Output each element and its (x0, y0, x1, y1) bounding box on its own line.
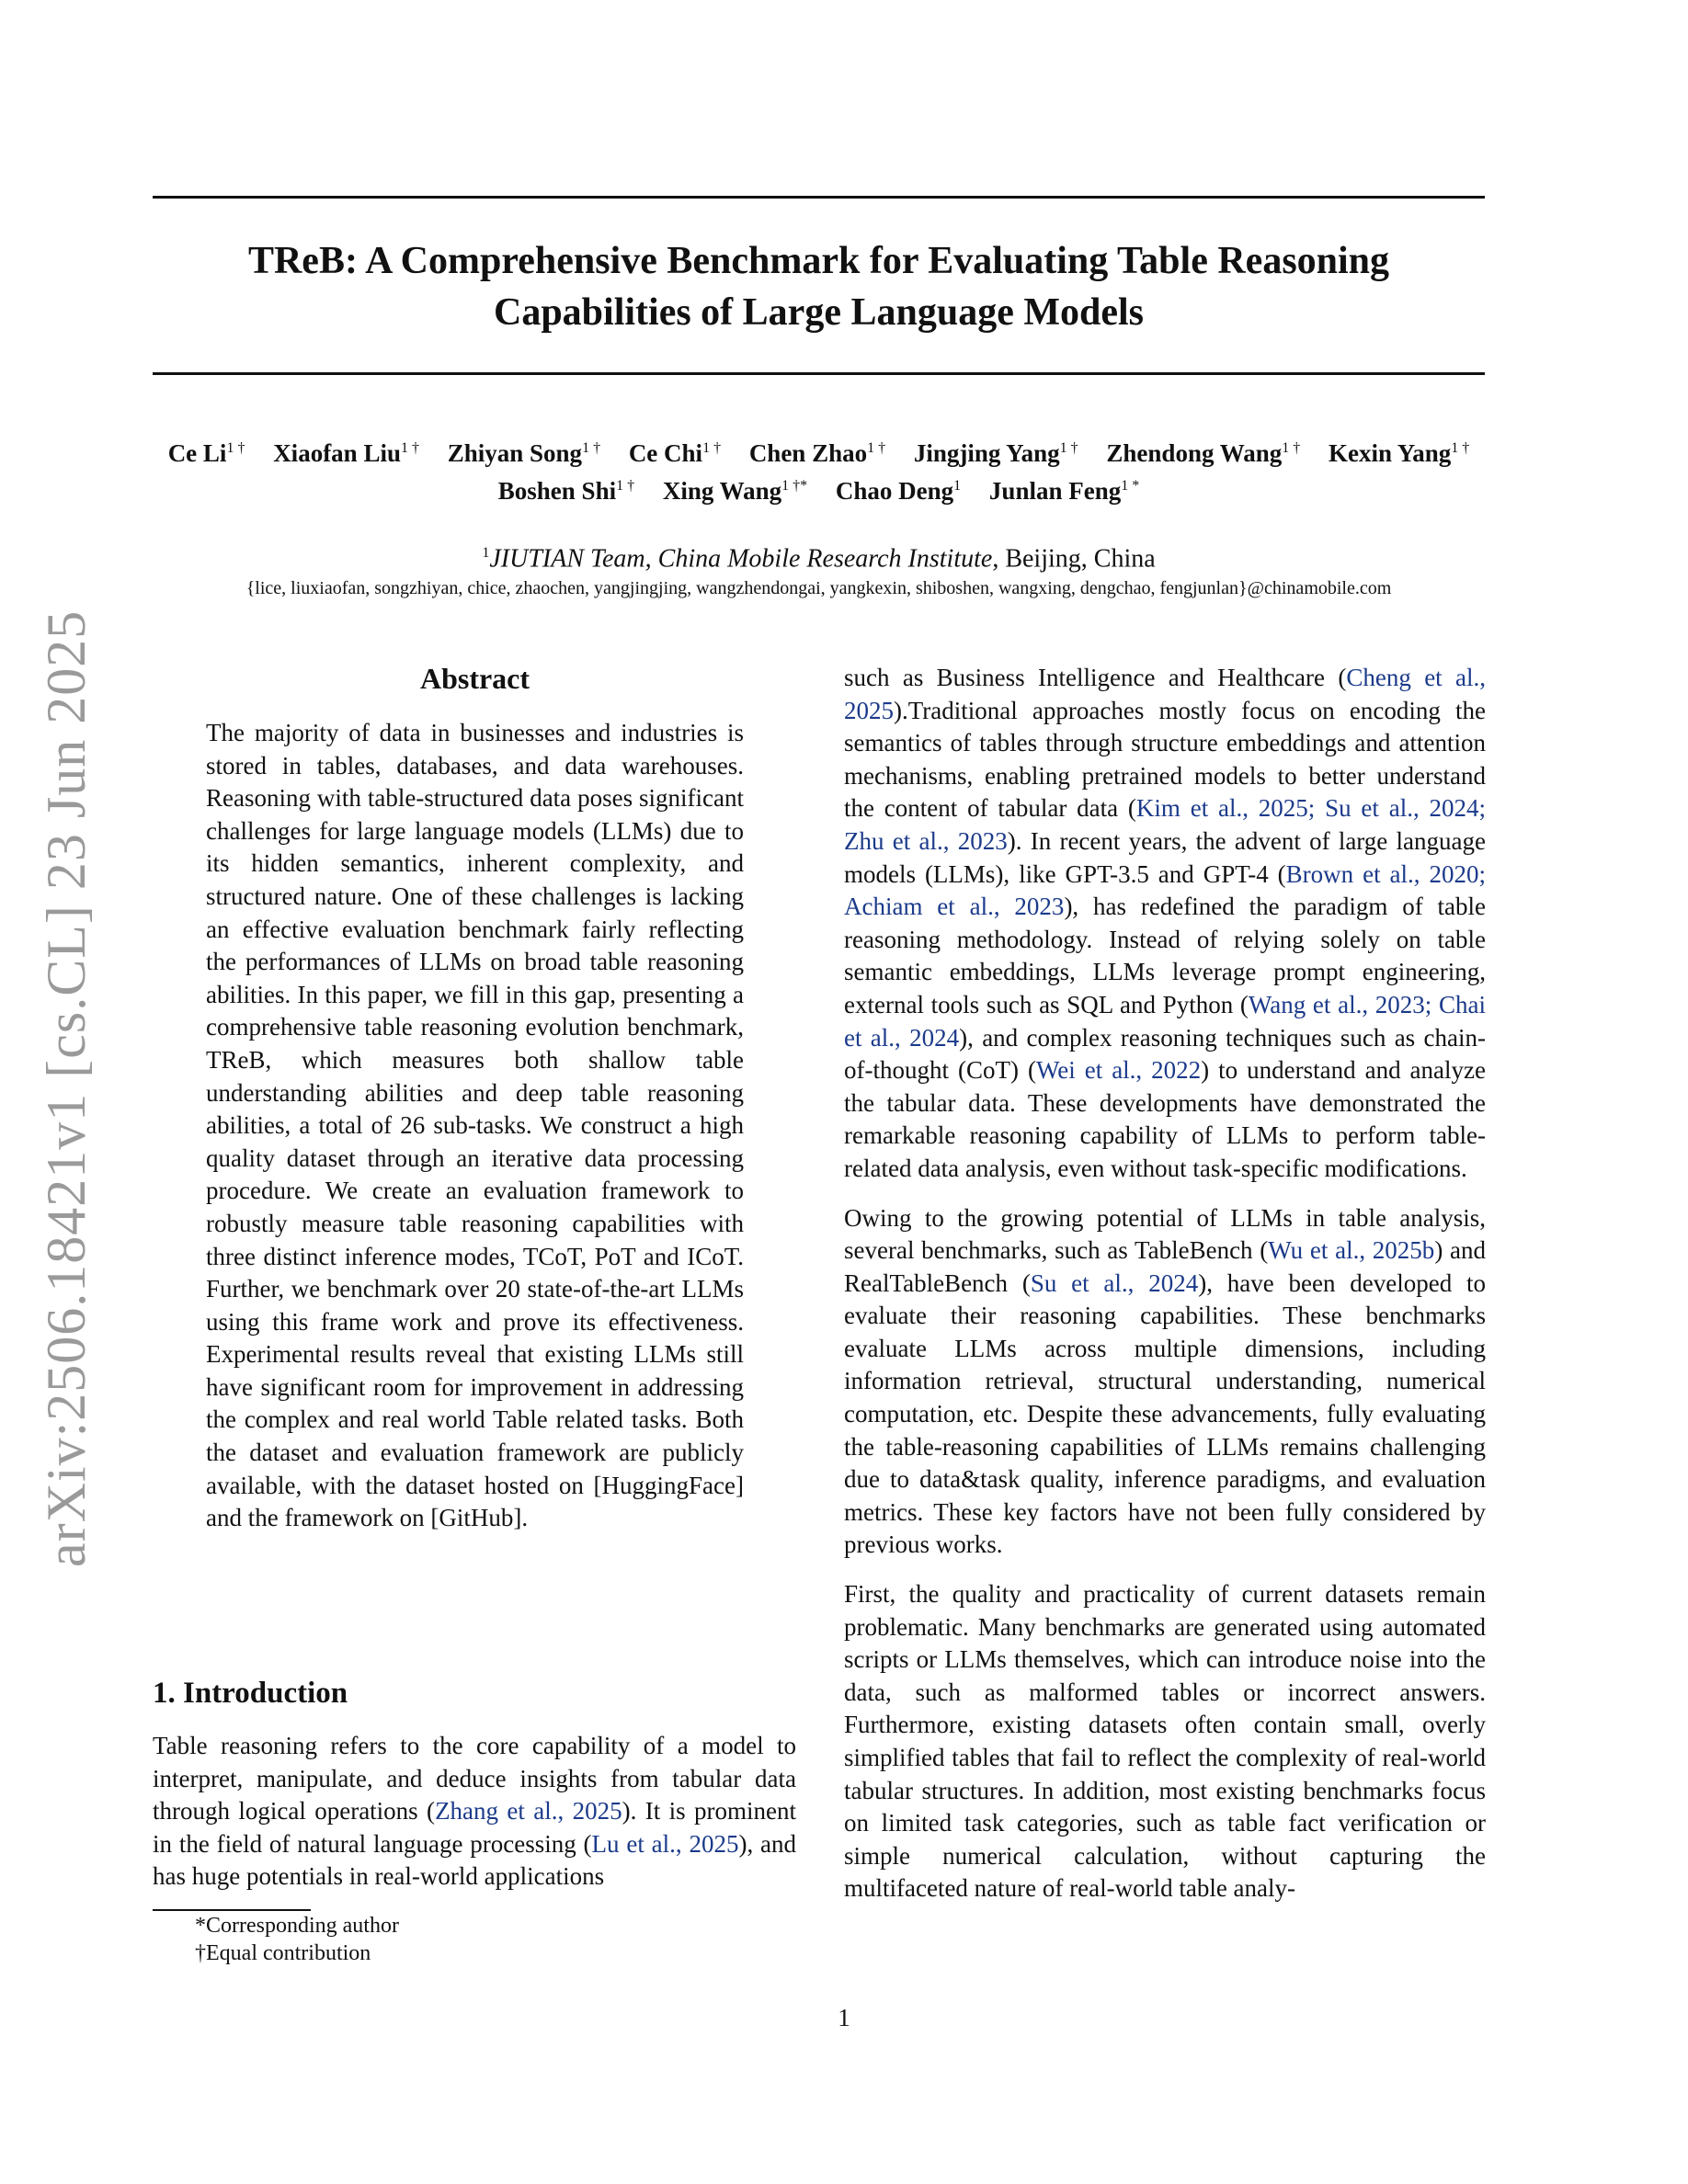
author (498, 477, 634, 505)
body-text: First, the quality and practicality of current datasets remain problematic. Many benchmarks are generated using automated scripts or LLMs themselves, which can introduce noise into the data, such as malformed tables or incorrect answers. Furthermore, existing datasets often contain small, overly simplified tables that fail to reflect the complexity of real-world tabular structures. In addition, most existing benchmarks focus on limited task categories, such as table fact verification or simple numerical calculation, without capturing the multifaceted nature of real-world table analy- (844, 1580, 1486, 1903)
author (273, 439, 419, 467)
paper-title: TReB: A Comprehensive Benchmark for Evaluating Table Reasoning Capabilities of Large Language Models (247, 240, 1390, 334)
body-text: Table reasoning refers to the core capability of a model to interpret, manipulate, and deduce insights from tabular data through logical operations ( (153, 1732, 796, 1826)
body-text: ).Traditional approaches mostly focus on encoding the semantics of tables through structure embeddings and attention mechanisms, enabling pretrained models to better understand the content of tabular data ( (844, 696, 1486, 823)
body-text: ), has redefined the paradigm of table reasoning methodology. Instead of relying solely on table semantic embeddings, LLMs leverage prompt engineering, external tools such as SQL and Python ( (844, 893, 1486, 1018)
author-affiliation-mark: 1 † (1059, 440, 1078, 456)
footnote-equal-contribution: †Equal contribution (195, 1941, 371, 1965)
affiliation-mark: 1 (482, 545, 490, 561)
citation-link[interactable]: Kim et al., 2025; Su et al., 2024; Zhu et al., 2023 (844, 794, 1487, 855)
section-heading-introduction: 1. Introduction (153, 1677, 348, 1710)
author-name: Boshen Shi (497, 477, 617, 505)
body-text: ) and RealTableBench ( (844, 1236, 1487, 1297)
citation-link[interactable]: Lu et al., 2025 (591, 1829, 739, 1858)
author-affiliation-mark: 1 † (867, 440, 886, 456)
author-name: Zhiyan Song (447, 439, 583, 467)
citation-link[interactable]: Su et al., 2024 (1030, 1268, 1199, 1297)
author-name: Chao Deng (835, 477, 954, 505)
arxiv-identifier: arXiv:2506.18421v1 [cs.CL] 23 Jun 2025 (36, 609, 97, 1567)
right-paragraph-3 (844, 1578, 1486, 1905)
author-affiliation-mark: 1 † (1282, 440, 1301, 456)
author (914, 439, 1078, 467)
citation-link[interactable]: Wu et al., 2025b (1268, 1236, 1435, 1265)
author-name: Zhendong Wang (1106, 439, 1283, 467)
body-text: ) to understand and analyze the tabular data. These developments have demonstrated the remarkable reasoning capability of LLMs to perform table-related data analysis, even without task-specific modifications. (844, 1056, 1486, 1182)
body-text: ). It is prominent in the field of natural language processing ( (153, 1797, 796, 1858)
affiliation (153, 537, 1485, 575)
author-name: Chen Zhao (748, 439, 868, 467)
right-column (844, 662, 1486, 1922)
author-name: Kexin Yang (1329, 439, 1452, 467)
author (749, 439, 885, 467)
introduction-paragraph (153, 1730, 796, 1894)
author (1106, 439, 1300, 467)
author-name: Jingjing Yang (913, 439, 1060, 467)
author-name: Junlan Feng (988, 477, 1122, 505)
author-affiliation-mark: 1 †* (781, 478, 808, 494)
title-top-rule (153, 196, 1485, 199)
abstract-heading: Abstract (419, 662, 530, 695)
body-text: ). In recent years, the advent of large language models (LLMs), like GPT-3.5 and GPT-4 ( (844, 826, 1486, 888)
title-bottom-rule (153, 372, 1485, 375)
author-affiliation-mark: 1 † (616, 478, 635, 494)
footnote-rule (153, 1909, 311, 1911)
author (989, 477, 1139, 505)
author-emails: {lice, liuxiaofan, songzhiyan, chice, zhaochen, yangjingjing, wangzhendongai, yangkexin, shiboshen, wangxing, dengchao, fengjunlan}@chinamobile.com (245, 578, 1392, 598)
author (168, 439, 245, 467)
abstract-text: The majority of data in businesses and industries is stored in tables, databases, and data warehouses. Reasoning with table-structured data poses significant challenges for large language models (LLMs) due to its hidden semantics, inherent complexity, and structured nature. One of these challenges is lacking an effective evaluation benchmark fairly reflecting the performances of LLMs on broad table reasoning abilities. In this paper, we fill in this gap, presenting a comprehensive table reasoning evolution benchmark, TReB, which measures both shallow table understanding abilities and deep table reasoning abilities, a total of 26 sub-tasks. We construct a high quality dataset through an iterative data processing procedure. We create an evaluation framework to robustly measure table reasoning capabilities with three distinct inference modes, TCoT, PoT and ICoT. Further, we benchmark over 20 state-of-the-art LLMs using this frame work and prove its effectiveness. Experimental results reveal that existing LLMs still have significant room for improvement in addressing the complex and real world Table related tasks. Both the dataset and evaluation framework are publicly available, with the dataset hosted on [HuggingFace] and the framework on [GitHub]. (206, 719, 744, 1532)
author-name: Xiaofan Liu (273, 439, 401, 467)
author-name: Ce Chi (628, 439, 703, 467)
author-affiliation-mark: 1 † (582, 440, 601, 456)
author (448, 439, 600, 467)
citation-link[interactable]: Zhang et al., 2025 (435, 1797, 622, 1826)
author-name: Xing Wang (662, 477, 782, 505)
body-text: ), have been developed to evaluate their reasoning capabilities. These benchmarks evaluate LLMs across multiple dimensions, including information retrieval, structural understanding, numerical computation, etc. Despite these advancements, fully evaluating the table-reasoning capabilities of LLMs remains challenging due to data&task quality, inference paradigms, and evaluation metrics. These key factors have not been fully considered by previous works. (844, 1268, 1486, 1559)
citation-link[interactable]: Cheng et al., 2025 (844, 664, 1486, 724)
body-text: Owing to the growing potential of LLMs in table analysis, several benchmarks, such as TableBench ( (844, 1203, 1486, 1265)
author-affiliation-mark: 1 (953, 478, 962, 494)
right-paragraph-2 (844, 1202, 1486, 1563)
author-affiliation-mark: 1 † (702, 440, 722, 456)
citation-link[interactable]: Wang et al., 2023; Chai et al., 2024 (844, 990, 1486, 1052)
page-number: 1 (838, 2004, 850, 2031)
citation-link[interactable]: Wei et al., 2022 (1035, 1056, 1202, 1085)
footnotes (195, 1912, 399, 1967)
body-text: such as Business Intelligence and Healthcare ( (844, 664, 1347, 691)
author-affiliation-mark: 1 † (226, 440, 245, 456)
author (629, 439, 721, 467)
author-list (153, 432, 1485, 507)
author-affiliation-mark: 1 * (1121, 478, 1140, 494)
footnote-corresponding: *Corresponding author (195, 1914, 399, 1938)
author (1329, 439, 1469, 467)
body-text: ), and complex reasoning techniques such as chain-of-thought (CoT) ( (844, 1023, 1486, 1085)
author (836, 477, 961, 505)
author-name: Ce Li (167, 439, 227, 467)
affiliation-location: , Beijing, China (992, 544, 1156, 574)
right-paragraph-1 (844, 662, 1486, 1186)
author-affiliation-mark: 1 † (1451, 440, 1470, 456)
citation-link[interactable]: Brown et al., 2020; Achiam et al., 2023 (844, 859, 1486, 921)
author (663, 477, 807, 505)
affiliation-team: JIUTIAN Team, China Mobile Research Institute (489, 544, 993, 574)
body-text: ), and has huge potentials in real-world applications (153, 1829, 796, 1891)
author-affiliation-mark: 1 † (400, 440, 419, 456)
